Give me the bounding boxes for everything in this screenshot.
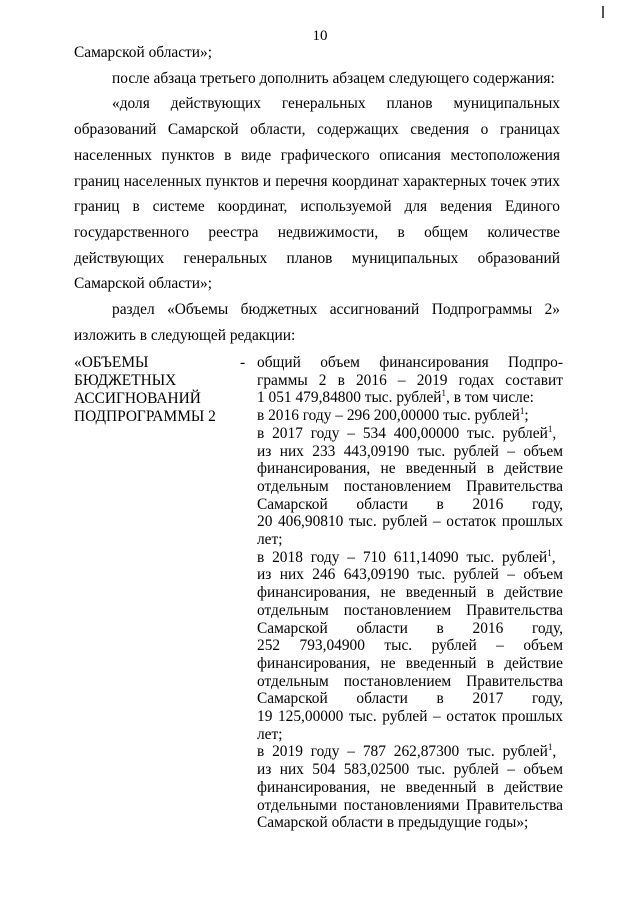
section-label-line: АССИГНОВАНИЙ [74, 390, 201, 407]
content-line: общий объем финансирования Подпро- [257, 354, 563, 371]
content-line: 19 125,00000 тыс. рублей – остаток прошлых [257, 708, 563, 726]
footnote-mark: 1 [441, 388, 447, 399]
content-line: 1 051 479,84800 тыс. рублей$^1$, в том числе: [257, 388, 534, 407]
content-line: из них 504 583,02500 тыс. рублей – объем [257, 761, 563, 779]
paragraph-section-line: раздел «Объемы бюджетных ассигнований Подпрограммы 2» [112, 301, 560, 319]
content-line: отдельным постановлением Правительства [257, 672, 563, 690]
section-content [257, 354, 563, 832]
page-number: 10 [312, 28, 328, 44]
content-line: в 2017 году – 534 400,00000 тыс. рублей$^1$, [257, 423, 557, 442]
quote-line: границ населенных пунктов и перечня координат характерных точек этих [74, 172, 560, 190]
content-line: отдельным постановлением Правительства [257, 601, 563, 619]
content-line: Самарской области в 2016 году, [257, 495, 563, 513]
quote-line: Самарской области»; [74, 275, 212, 293]
footnote-mark: 1 [547, 423, 553, 434]
footnote-mark: 1 [547, 742, 553, 753]
footnote-mark: 1 [547, 547, 552, 558]
quote-line: «доля действующих генеральных планов муниципальных [112, 95, 560, 113]
section-label [74, 354, 234, 426]
content-line: финансирования, не введенный в действие [257, 654, 563, 672]
section-dash: - [240, 354, 246, 371]
content-line: финансирования, не введенный в действие [257, 778, 563, 796]
paragraph-instruction: после абзаца третьего дополнить абзацем следующего содержания: [112, 69, 555, 87]
quote-line: действующих генеральных планов муниципальных образований [74, 249, 560, 267]
quote-line: границ в системе координат, используемой для ведения Единого [74, 198, 560, 216]
content-line: граммы 2 в 2016 – 2019 годах составит [257, 371, 563, 389]
content-line: 20 406,90810 тыс. рублей – остаток прошлых [257, 513, 563, 531]
content-line: из них 246 643,09190 тыс. рублей – объем [257, 566, 563, 584]
content-line: в 2019 году – 787 262,87300 тыс. рублей$^1$, [257, 742, 557, 761]
content-line: отдельными постановлениями Правительства [257, 796, 563, 814]
section-label-line: ПОДПРОГРАММЫ 2 [74, 408, 216, 425]
scan-mark [602, 6, 604, 18]
paragraph-section-line: изложить в следующей редакции: [74, 326, 296, 344]
content-line: финансирования, не введенный в действие [257, 460, 563, 478]
content-line: 252 793,04900 тыс. рублей – объем [257, 637, 563, 655]
content-line: лет; [257, 531, 283, 549]
content-line: финансирования, не введенный в действие [257, 584, 563, 602]
content-line: в 2016 году – 296 200,00000 тыс. рублей$^1$; [257, 405, 529, 425]
quote-line: населенных пунктов в виде графического описания местоположения [74, 146, 560, 164]
section-label-line: «ОБЪЕМЫ [74, 354, 149, 371]
paragraph-continuation: Самарской области»; [74, 44, 212, 61]
quote-line: образований Самарской области, содержащих сведения о границах [74, 121, 560, 139]
section-label-line: БЮДЖЕТНЫХ [74, 372, 177, 389]
content-line: Самарской области в предыдущие годы»; [257, 814, 529, 832]
content-line: Самарской области в 2017 году, [257, 690, 563, 708]
content-line: из них 233 443,09190 тыс. рублей – объем [257, 442, 563, 460]
intro-text [74, 40, 560, 348]
content-line: Самарской области в 2016 году, [257, 619, 563, 637]
quote-line: государственного реестра недвижимости, в общем количестве [74, 223, 560, 241]
content-line: лет; [257, 725, 283, 743]
content-line: отдельным постановлением Правительства [257, 477, 563, 495]
content-line: в 2018 году – 710 611,14090 тыс. рублей$^1$, [257, 547, 556, 566]
footnote-mark: 1 [519, 405, 525, 416]
